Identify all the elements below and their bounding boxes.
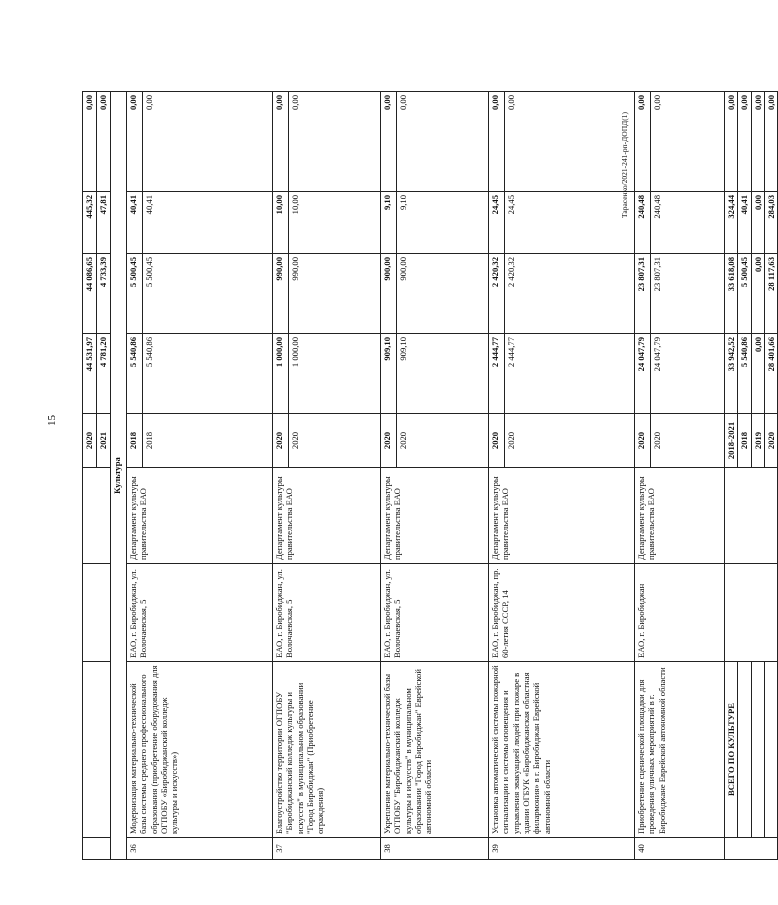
year-cell: 2018 [738,414,751,468]
total-cell: 909,10 [381,334,397,414]
other-cell: 0,00 [505,92,635,192]
other-cell: 0,00 [635,92,651,192]
federal-cell: 5 500,45 [738,254,751,334]
regional-cell: 40,41 [127,192,143,254]
object-name: Установка автоматической системы пожарной сигнализации и системы оповещения и управления эвакуацией людей при пожаре в здании ОГБУК «Биробиджанская областная филармония» в г. Биробиджан Еврейской автономной области [489,662,635,838]
empty-cell [725,468,778,564]
totals-label: ВСЕГО ПО КУЛЬТУРЕ [725,662,738,838]
total-cell: 1 000,00 [289,334,381,414]
total-cell: 44 531,97 [83,334,97,414]
year-cell: 2018 [143,414,273,468]
total-cell: 2 444,77 [505,334,635,414]
regional-cell: 284,03 [764,192,777,254]
total-cell: 4 781,20 [97,334,111,414]
object-address: ЕАО, г. Биробиджан, ул. Волочаевская, 5 [381,564,489,662]
regional-cell: 10,00 [289,192,381,254]
totals-row [725,92,738,860]
empty-cell [725,838,778,860]
year-cell: 2020 [651,414,725,468]
table-row [273,92,289,860]
other-cell: 0,00 [127,92,143,192]
customer-name: Департамент культуры правительства ЕАО [635,468,725,564]
customer-name: Департамент культуры правительства ЕАО [127,468,273,564]
regional-cell: 40,41 [738,192,751,254]
federal-cell: 990,00 [289,254,381,334]
table-row [489,92,505,860]
other-cell: 0,00 [143,92,273,192]
row-number: 37 [273,838,381,860]
object-address: ЕАО, г. Биробиджан [635,564,725,662]
other-cell: 0,00 [381,92,397,192]
total-cell: 33 942,52 [725,334,738,414]
section-title: Культура [111,92,127,860]
total-cell: 5 540,86 [143,334,273,414]
year-cell: 2020 [764,414,777,468]
regional-cell: 0,00 [751,192,764,254]
other-cell: 0,00 [397,92,489,192]
row-number: 39 [489,838,635,860]
table-row [381,92,397,860]
object-address: ЕАО, г. Биробиджан, ул. Волочаевская, 5 [127,564,273,662]
object-name: Укрепление материально-технической базы ОГПОБУ "Биробиджанский колледж культуры и искусств" в муниципальном образовании "Город Биробиджан" Еврейской автономной области [381,662,489,838]
row-number: 40 [635,838,725,860]
year-cell: 2020 [381,414,397,468]
year-cell: 2019 [751,414,764,468]
total-cell: 909,10 [397,334,489,414]
federal-cell: 5 500,45 [143,254,273,334]
total-cell: 2 444,77 [489,334,505,414]
object-address: ЕАО, г. Биробиджан, пр. 60-летия СССР, 14 [489,564,635,662]
regional-cell: 445,32 [83,192,97,254]
federal-cell: 900,00 [397,254,489,334]
regional-cell: 240,48 [635,192,651,254]
other-cell: 0,00 [289,92,381,192]
year-cell: 2021 [97,414,111,468]
total-cell: 0,00 [751,334,764,414]
federal-cell: 2 420,32 [489,254,505,334]
total-cell: 24 047,79 [635,334,651,414]
total-cell: 1 000,00 [273,334,289,414]
other-cell: 0,00 [83,92,97,192]
customer-name: Департамент культуры правительства ЕАО [273,468,381,564]
empty-cell [764,662,777,838]
other-cell: 0,00 [764,92,777,192]
total-cell: 24 047,79 [651,334,725,414]
year-cell: 2018 [127,414,143,468]
federal-cell: 5 500,45 [127,254,143,334]
culture-budget-table [82,91,778,860]
federal-cell: 23 807,31 [651,254,725,334]
total-cell: 28 401,66 [764,334,777,414]
customer-name: Департамент культуры правительства ЕАО [489,468,635,564]
year-cell: 2020 [489,414,505,468]
year-cell: 2020 [289,414,381,468]
federal-cell: 0,00 [751,254,764,334]
year-cell: 2020 [397,414,489,468]
section-row [111,92,127,860]
regional-cell: 47,81 [97,192,111,254]
federal-cell: 33 618,08 [725,254,738,334]
object-name: Модернизация материально-технической базы системы среднего профессионального образования (приобретение оборудования для ОГПОБУ «Биробиджанский колледж культуры и искусств») [127,662,273,838]
year-cell: 2018-2021 [725,414,738,468]
other-cell: 0,00 [273,92,289,192]
table-row [83,92,97,860]
page-number: 15 [46,415,58,426]
empty-cell [725,564,778,662]
other-cell: 0,00 [489,92,505,192]
regional-cell: 10,00 [273,192,289,254]
regional-cell: 24,45 [505,192,635,254]
regional-cell: 324,44 [725,192,738,254]
other-cell: 0,00 [751,92,764,192]
year-cell: 2020 [83,414,97,468]
regional-cell: 9,10 [381,192,397,254]
empty-cell [751,662,764,838]
federal-cell: 28 117,63 [764,254,777,334]
row-number: 36 [127,838,273,860]
table-row [635,92,651,860]
year-cell: 2020 [273,414,289,468]
federal-cell: 23 807,31 [635,254,651,334]
object-address: ЕАО, г. Биробиджан, ул. Волочаевская, 5 [273,564,381,662]
other-cell: 0,00 [651,92,725,192]
empty-cell [738,662,751,838]
object-name: Благоустройство территории ОГПОБУ "Биробиджанский колледж культуры и искусств" в муниципальном образовании "Город Биробиджан" (Приобретение ограждения) [273,662,381,838]
object-name: Приобретение сценической площадки для проведения уличных мероприятий в г. Биробиджане Еврейской автономной области [635,662,725,838]
federal-cell: 2 420,32 [505,254,635,334]
regional-cell: 9,10 [397,192,489,254]
year-cell: 2020 [505,414,635,468]
customer-name: Департамент культуры правительства ЕАО [381,468,489,564]
row-number: 38 [381,838,489,860]
total-cell: 5 540,86 [738,334,751,414]
regional-cell: 24,45 [489,192,505,254]
regional-cell: 40,41 [143,192,273,254]
year-cell: 2020 [635,414,651,468]
federal-cell: 44 086,65 [83,254,97,334]
other-cell: 0,00 [738,92,751,192]
total-cell: 5 540,86 [127,334,143,414]
regional-cell: 240,48 [651,192,725,254]
other-cell: 0,00 [97,92,111,192]
federal-cell: 900,00 [381,254,397,334]
other-cell: 0,00 [725,92,738,192]
table-row [127,92,143,860]
footer-reference: Тарасенко/2021-241-рп-ДОПД(1) [620,112,629,218]
federal-cell: 4 733,39 [97,254,111,334]
federal-cell: 990,00 [273,254,289,334]
